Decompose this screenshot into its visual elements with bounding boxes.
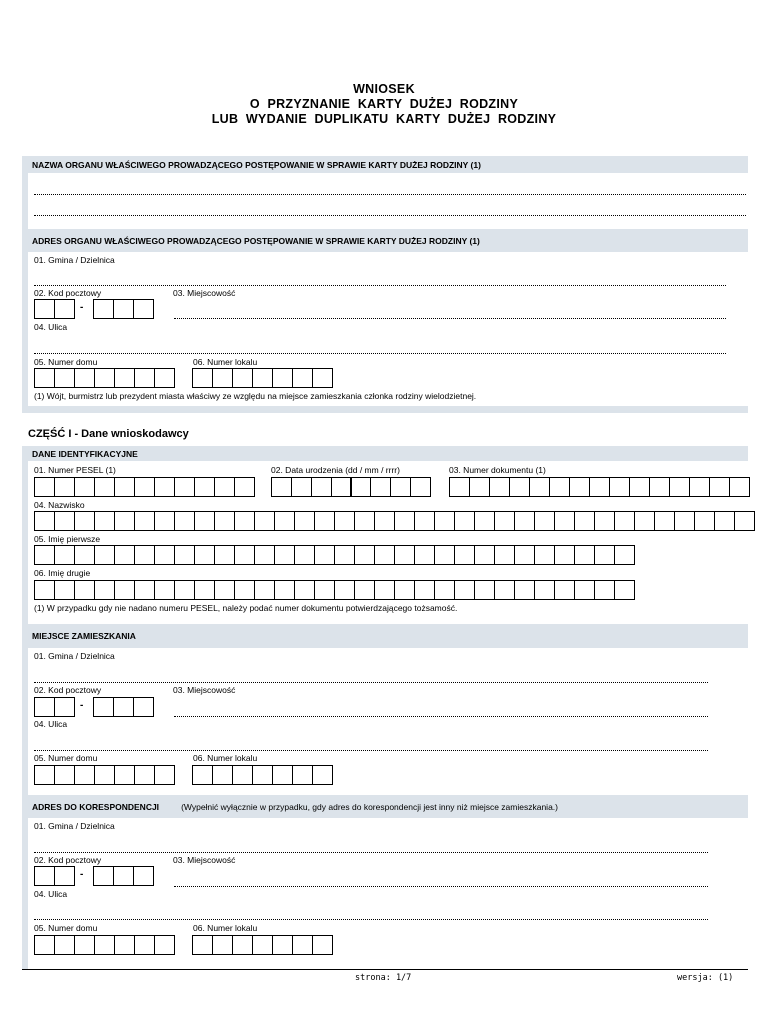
organ-flat-number-boxes[interactable] — [192, 368, 333, 388]
document-number-boxes[interactable] — [449, 477, 750, 497]
correspondence-postal-code-part2[interactable] — [93, 866, 154, 886]
correspondence-note: (Wypełnić wyłącznie w przypadku, gdy adres do korespondencji jest inny niż miejsce zamieszkania.) — [181, 801, 558, 812]
residence-dom-label: 05. Numer domu — [34, 753, 98, 763]
surname-boxes[interactable] — [34, 511, 755, 531]
organ-miejscowosc-input[interactable] — [174, 318, 726, 319]
birth-day-month-boxes[interactable] — [271, 477, 352, 497]
correspondence-lokal-label: 06. Numer lokalu — [193, 923, 258, 933]
residence-gmina-label: 01. Gmina / Dzielnica — [34, 651, 115, 661]
organ-kod-label: 02. Kod pocztowy — [34, 288, 102, 298]
second-name-label: 06. Imię drugie — [34, 568, 91, 578]
birth-year-boxes[interactable] — [350, 477, 431, 497]
organ-dom-label: 05. Numer domu — [34, 357, 98, 367]
organ-gmina-input[interactable] — [34, 285, 726, 286]
residence-lokal-label: 06. Numer lokalu — [193, 753, 258, 763]
residence-gmina-input[interactable] — [34, 682, 708, 683]
form-title — [0, 82, 768, 127]
correspondence-header: ADRES DO KORESPONDENCJI (Wypełnić wyłącznie w przypadku, gdy adres do korespondencji jest inny niż miejsce zamieszkania.) — [22, 795, 748, 818]
residence-ulica-label: 04. Ulica — [34, 719, 68, 729]
birth-date-label: 02. Data urodzenia (dd / mm / rrrr) — [271, 465, 400, 475]
organ-footnote: (1) Wójt, burmistrz lub prezydent miasta właściwy ze względu na miejsce zamieszkania członka rodziny wielodzietnej. — [34, 391, 477, 401]
pesel-boxes[interactable] — [34, 477, 255, 497]
organ-section-bottom — [22, 406, 748, 413]
pesel-label: 01. Numer PESEL (1) — [34, 465, 116, 475]
residence-miejscowosc-input[interactable] — [174, 716, 708, 717]
correspondence-miejscowosc-label: 03. Miejscowość — [173, 855, 236, 865]
correspondence-kod-label: 02. Kod pocztowy — [34, 855, 102, 865]
residence-flat-number-boxes[interactable] — [192, 765, 333, 785]
correspondence-gmina-label: 01. Gmina / Dzielnica — [34, 821, 115, 831]
organ-name-line-1[interactable] — [34, 194, 746, 195]
organ-miejscowosc-label: 03. Miejscowość — [173, 288, 236, 298]
residence-postal-dash: - — [80, 700, 84, 711]
residence-header: MIEJSCE ZAMIESZKANIA — [22, 624, 748, 648]
part1-title: CZĘŚĆ I - Dane wnioskodawcy — [28, 428, 189, 440]
second-name-boxes[interactable] — [34, 580, 635, 600]
residence-miejscowosc-label: 03. Miejscowość — [173, 685, 236, 695]
organ-postal-dash: - — [80, 302, 84, 313]
residence-kod-label: 02. Kod pocztowy — [34, 685, 102, 695]
organ-postal-code-part2[interactable] — [93, 299, 154, 319]
organ-postal-code-part1[interactable] — [34, 299, 75, 319]
first-name-label: 05. Imię pierwsze — [34, 534, 101, 544]
correspondence-miejscowosc-input[interactable] — [174, 886, 708, 887]
organ-ulica-input[interactable] — [34, 353, 726, 354]
organ-ulica-label: 04. Ulica — [34, 322, 68, 332]
form-version: wersja: (1) — [677, 973, 734, 983]
correspondence-house-number-boxes[interactable] — [34, 935, 175, 955]
correspondence-flat-number-boxes[interactable] — [192, 935, 333, 955]
organ-house-number-boxes[interactable] — [34, 368, 175, 388]
title-line-3: LUB WYDANIE DUPLIKATU KARTY DUŻEJ RODZINY — [211, 112, 557, 126]
first-name-boxes[interactable] — [34, 545, 635, 565]
residence-house-number-boxes[interactable] — [34, 765, 175, 785]
residence-postal-code-part2[interactable] — [93, 697, 154, 717]
correspondence-ulica-label: 04. Ulica — [34, 889, 68, 899]
title-line-1: WNIOSEK — [353, 82, 415, 96]
surname-label: 04. Nazwisko — [34, 500, 85, 510]
correspondence-ulica-input[interactable] — [34, 919, 708, 920]
organ-name-line-2[interactable] — [34, 215, 746, 216]
correspondence-dom-label: 05. Numer domu — [34, 923, 98, 933]
page-number: strona: 1/7 — [355, 973, 412, 983]
ident-footnote: (1) W przypadku gdy nie nadano numeru PESEL, należy podać numer dokumentu potwierdzającego tożsamość. — [34, 603, 458, 613]
correspondence-postal-code-part1[interactable] — [34, 866, 75, 886]
organ-name-header: NAZWA ORGANU WŁAŚCIWEGO PROWADZĄCEGO POSTĘPOWANIE W SPRAWIE KARTY DUŻEJ RODZINY (1) — [22, 156, 748, 173]
document-number-label: 03. Numer dokumentu (1) — [449, 465, 546, 475]
residence-postal-code-part1[interactable] — [34, 697, 75, 717]
page-bottom-rule — [22, 969, 748, 970]
residence-ulica-input[interactable] — [34, 750, 708, 751]
correspondence-gmina-input[interactable] — [34, 852, 708, 853]
title-line-2: O PRZYZNANIE KARTY DUŻEJ RODZINY — [249, 97, 519, 111]
organ-address-header: ADRES ORGANU WŁAŚCIWEGO PROWADZĄCEGO POSTĘPOWANIE W SPRAWIE KARTY DUŻEJ RODZINY (1) — [22, 229, 748, 252]
ident-header: DANE IDENTYFIKACYJNE — [22, 446, 748, 461]
organ-gmina-label: 01. Gmina / Dzielnica — [34, 255, 115, 265]
correspondence-postal-dash: - — [80, 869, 84, 880]
organ-lokal-label: 06. Numer lokalu — [193, 357, 258, 367]
